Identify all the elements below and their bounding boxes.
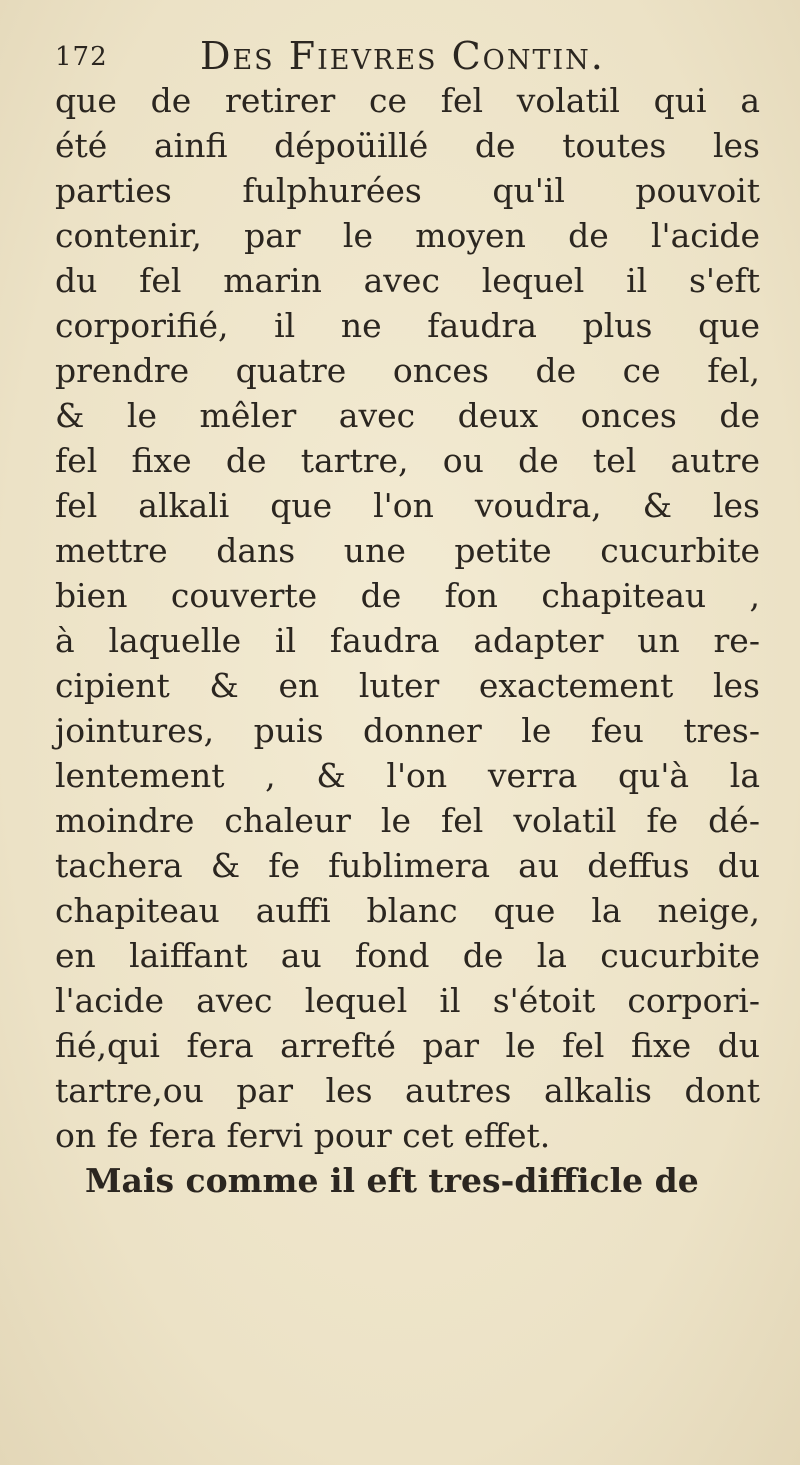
text-line-catchword: Mais comme il eft tres-difficle de xyxy=(85,1161,699,1200)
text-line: chapiteau auffi blanc que la neige, xyxy=(55,891,760,930)
text-line: en laiffant au fond de la cucurbite xyxy=(55,936,760,975)
running-head: Des Fievres Contin. xyxy=(200,34,605,78)
text-line: moindre chaleur le fel volatil fe dé- xyxy=(55,801,760,840)
page-header xyxy=(55,34,755,84)
text-line: du fel marin avec lequel il s'eft xyxy=(55,261,760,300)
text-line: corporifié, il ne faudra plus que xyxy=(55,306,760,345)
text-line: on fe fera fervi pour cet effet. xyxy=(55,1116,551,1155)
text-line: fié,qui fera arrefté par le fel fixe du xyxy=(55,1026,760,1065)
text-line: prendre quatre onces de ce fel, xyxy=(55,351,760,390)
body-text xyxy=(55,78,760,1203)
text-line: lentement , & l'on verra qu'à la xyxy=(55,756,760,795)
text-line: à laquelle il faudra adapter un re- xyxy=(55,621,760,660)
text-line: & le mêler avec deux onces de xyxy=(55,396,760,435)
text-line: parties fulphurées qu'il pouvoit xyxy=(55,171,760,210)
text-line: fel fixe de tartre, ou de tel autre xyxy=(55,441,760,480)
text-line: que de retirer ce fel volatil qui a xyxy=(55,81,760,120)
text-line: bien couverte de fon chapiteau , xyxy=(55,576,760,615)
page-number: 172 xyxy=(55,42,108,72)
text-line: été ainfi dépoüillé de toutes les xyxy=(55,126,760,165)
text-line: tartre,ou par les autres alkalis dont xyxy=(55,1071,760,1110)
text-line: jointures, puis donner le feu tres- xyxy=(55,711,760,750)
text-line: l'acide avec lequel il s'étoit corpori- xyxy=(55,981,760,1020)
text-line: tachera & fe fublimera au deffus du xyxy=(55,846,760,885)
text-line: cipient & en luter exactement les xyxy=(55,666,760,705)
text-line: mettre dans une petite cucurbite xyxy=(55,531,760,570)
text-line: contenir, par le moyen de l'acide xyxy=(55,216,760,255)
text-line: fel alkali que l'on voudra, & les xyxy=(55,486,760,525)
